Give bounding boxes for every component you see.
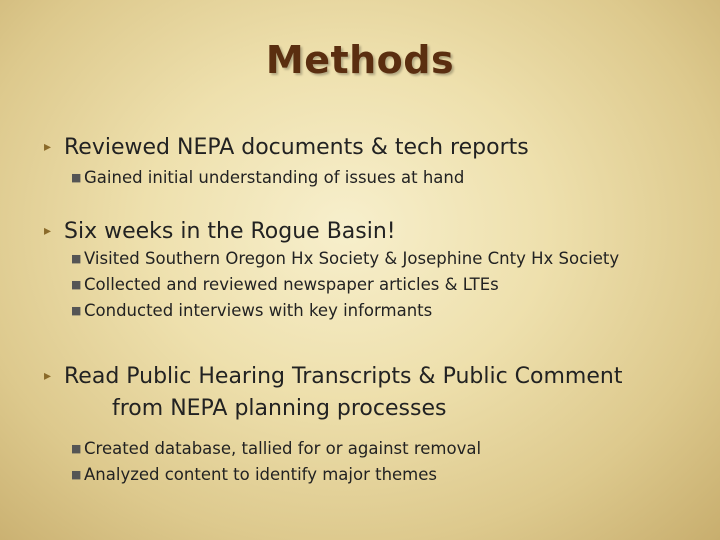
bullet-arrow-icon: ▸ — [44, 368, 52, 384]
sub-bullet-collected-articles — [71, 272, 499, 298]
sub-bullet-text: Visited Southern Oregon Hx Society & Josephine Cnty Hx Society — [84, 249, 620, 268]
sub-bullet-dot-icon: ■ — [71, 278, 82, 291]
sub-bullet-text: Collected and reviewed newspaper articles & LTEs — [84, 275, 499, 294]
sub-bullet-dot-icon: ■ — [71, 304, 82, 317]
bullet-reviewed-nepa — [44, 131, 529, 164]
bullet-text: Six weeks in the Rogue Basin! — [64, 219, 396, 244]
sub-bullet-created-database — [71, 436, 481, 462]
bullet-arrow-icon: ▸ — [44, 139, 52, 155]
sub-bullet-text: Conducted interviews with key informants — [84, 301, 433, 320]
sub-bullet-dot-icon: ■ — [71, 468, 82, 481]
bullet-text: Reviewed NEPA documents & tech reports — [64, 135, 529, 160]
sub-bullet-gained-understanding — [71, 165, 464, 191]
sub-bullet-text: Analyzed content to identify major themes — [84, 465, 438, 484]
sub-bullet-text: Gained initial understanding of issues at hand — [84, 168, 465, 187]
bullet-arrow-icon: ▸ — [44, 223, 52, 239]
sub-bullet-text: Created database, tallied for or against removal — [84, 439, 482, 458]
slide-title: Methods — [265, 38, 455, 82]
bullet-read-transcripts — [44, 360, 622, 425]
sub-bullet-dot-icon: ■ — [71, 252, 82, 265]
sub-bullet-conducted-interviews — [71, 298, 432, 324]
sub-bullet-dot-icon: ■ — [71, 442, 82, 455]
bullet-text-line2: from NEPA planning processes — [112, 396, 447, 421]
sub-bullet-analyzed-content — [71, 462, 437, 488]
sub-bullet-visited-societies — [71, 246, 619, 272]
sub-bullet-dot-icon: ■ — [71, 171, 82, 184]
bullet-text-line1: Read Public Hearing Transcripts & Public Comment — [64, 364, 623, 389]
bullet-six-weeks — [44, 215, 396, 248]
